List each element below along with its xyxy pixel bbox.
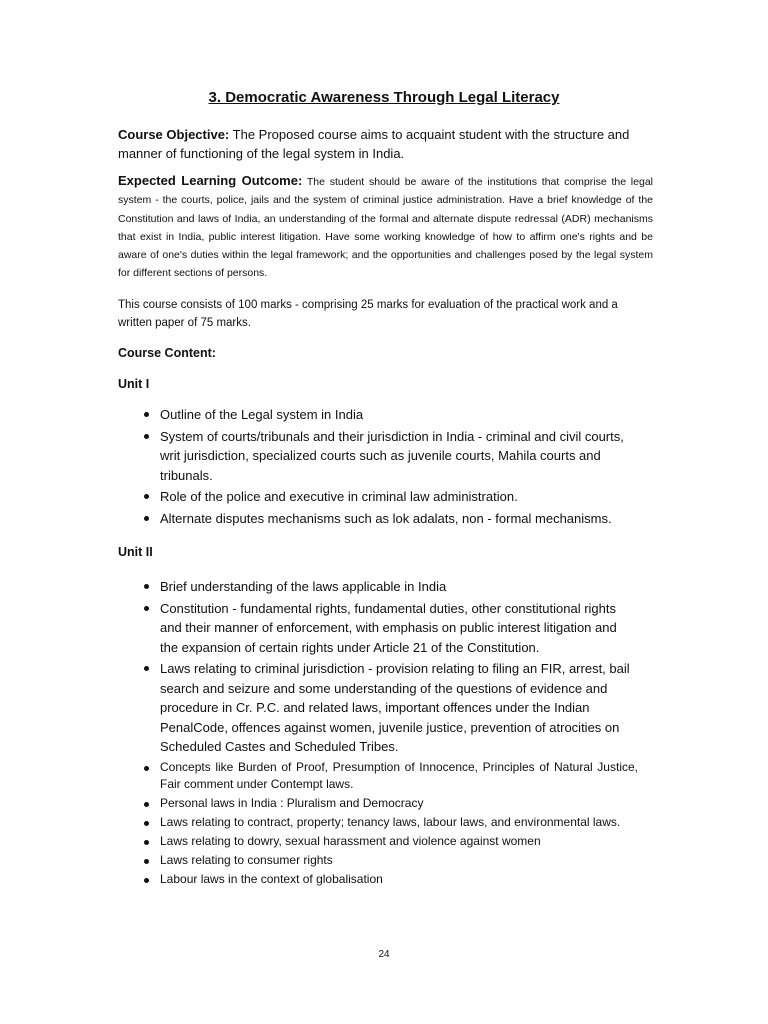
list-item: Laws relating to consumer rights bbox=[118, 852, 638, 869]
course-objective-label: Course Objective: bbox=[118, 127, 230, 142]
unit-2-heading: Unit II bbox=[118, 545, 153, 559]
list-item: Personal laws in India : Pluralism and Democracy bbox=[118, 795, 638, 812]
course-content-heading: Course Content: bbox=[118, 346, 216, 360]
list-item: Laws relating to dowry, sexual harassment and violence against women bbox=[118, 833, 638, 850]
page-number: 24 bbox=[378, 949, 390, 960]
course-objective bbox=[118, 125, 653, 163]
list-item: Brief understanding of the laws applicable in India bbox=[118, 577, 638, 597]
page-title: 3. Democratic Awareness Through Legal Literacy bbox=[208, 89, 560, 106]
outcome-text: The student should be aware of the institutions that comprise the legal system - the courts, police, jails and the system of criminal justice administration. Have a brief knowledge of the Constitution and laws of India, an understanding of the formal and alternate dispute redressal (ADR) mechanisms that exist in India, public interest litigation. Have some working knowledge of how to affirm one's rights and be aware of one's duties within the legal framework; and the opportunities and challenges posed by the legal system for different sections of persons. bbox=[118, 176, 653, 280]
list-item: System of courts/tribunals and their jurisdiction in India - criminal and civil courts, writ jurisdiction, specialized courts such as juvenile courts, Mahila courts and tribunals. bbox=[118, 427, 638, 486]
list-item: Labour laws in the context of globalisation bbox=[118, 871, 638, 888]
list-item: Concepts like Burden of Proof, Presumption of Innocence, Principles of Natural Justice, Fair comment under Contempt laws. bbox=[118, 759, 638, 793]
course-objective-text: The Proposed course aims to acquaint student with the structure and manner of functioning of the legal system in India. bbox=[118, 127, 630, 161]
unit-2-list bbox=[118, 577, 638, 890]
list-item: Alternate disputes mechanisms such as lok adalats, non - formal mechanisms. bbox=[118, 509, 638, 529]
list-item: Laws relating to contract, property; tenancy laws, labour laws, and environmental laws. bbox=[118, 814, 638, 831]
list-item: Outline of the Legal system in India bbox=[118, 405, 638, 425]
list-item: Role of the police and executive in criminal law administration. bbox=[118, 487, 638, 507]
unit-1-heading: Unit I bbox=[118, 377, 150, 391]
unit-1-list bbox=[118, 405, 638, 530]
marks-paragraph: This course consists of 100 marks - comprising 25 marks for evaluation of the practical work and a written paper of 75 marks. bbox=[118, 299, 618, 329]
list-item: Laws relating to criminal jurisdiction - provision relating to filing an FIR, arrest, bail search and seizure and some understanding of the questions of evidence and procedure in Cr. P.C. and related laws, important offences under the Indian PenalCode, offences against women, juvenile justice, prevention of atrocities on Scheduled Castes and Scheduled Tribes. bbox=[118, 659, 638, 757]
outcome-label: Expected Learning Outcome: bbox=[118, 173, 303, 188]
expected-learning-outcome bbox=[118, 172, 653, 283]
list-item: Constitution - fundamental rights, fundamental duties, other constitutional rights and their manner of enforcement, with emphasis on public interest litigation and the expansion of certain rights under Article 21 of the Constitution. bbox=[118, 599, 638, 658]
